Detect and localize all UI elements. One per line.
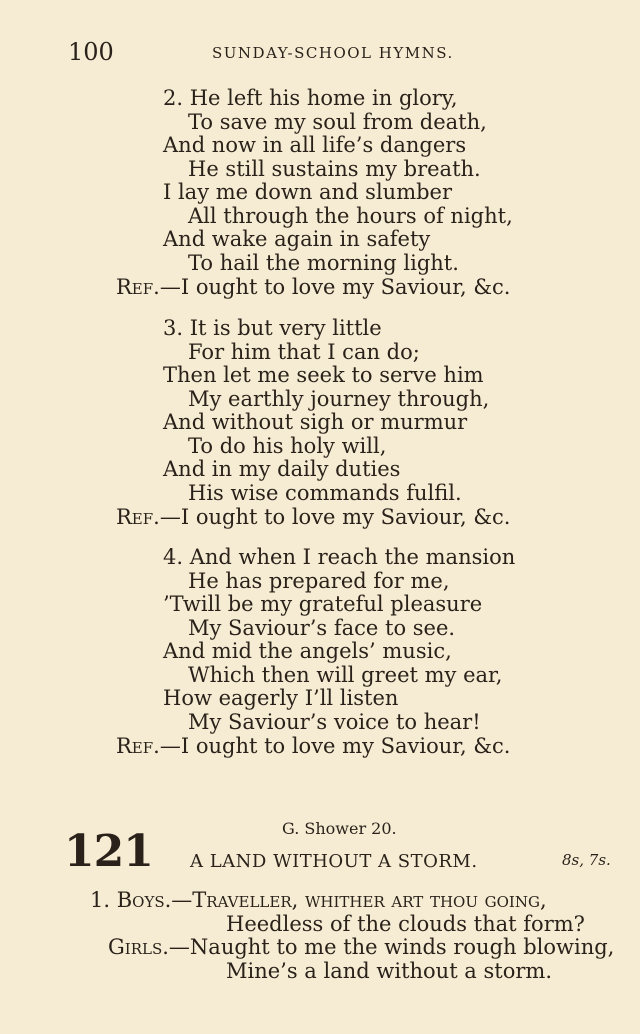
verse-line: And wake again in safety	[163, 227, 431, 251]
verse-text: —Traveller, whither art thou going,	[171, 888, 547, 912]
verse-line: My earthly journey through,	[188, 387, 490, 411]
verse-line	[226, 961, 552, 982]
part-label: Girls.	[108, 935, 169, 959]
part-label: 1. Boys.	[90, 888, 172, 912]
running-title: SUNDAY-SCHOOL HYMNS.	[212, 44, 454, 62]
verse-line: To save my soul from death,	[188, 110, 487, 134]
verse-line	[108, 937, 614, 958]
verse-line	[90, 890, 547, 911]
verse-line: And without sigh or murmur	[163, 410, 468, 434]
refrain-label: Ref.	[116, 275, 160, 299]
verse-line: ’Twill be my grateful pleasure	[163, 592, 483, 616]
page-number: 100	[68, 38, 114, 66]
verse-line: My Saviour’s voice to hear!	[188, 710, 481, 734]
verse-line: Which then will greet my ear,	[188, 663, 503, 687]
verse-line: And mid the angels’ music,	[163, 639, 452, 663]
verse-line: And now in all life’s dangers	[163, 133, 467, 157]
verse-line: 3. It is but very little	[163, 316, 382, 340]
verse-line: He still sustains my breath.	[188, 157, 481, 181]
hymn-title: A LAND WITHOUT A STORM.	[190, 851, 478, 872]
refrain-text: —I ought to love my Saviour, &c.	[159, 734, 511, 758]
refrain-label: Ref.	[116, 734, 160, 758]
refrain-line	[116, 277, 510, 298]
verse-text: Mine’s a land without a storm.	[226, 959, 552, 983]
verse-line: To hail the morning light.	[188, 251, 459, 275]
verse-line: He has prepared for me,	[188, 569, 450, 593]
refrain-text: —I ought to love my Saviour, &c.	[159, 505, 511, 529]
verse-text: Heedless of the clouds that form?	[226, 912, 585, 936]
refrain-label: Ref.	[116, 505, 160, 529]
refrain-text: —I ought to love my Saviour, &c.	[159, 275, 511, 299]
refrain-line	[116, 736, 510, 757]
verse-line: 2. He left his home in glory,	[163, 86, 458, 110]
verse-line: All through the hours of night,	[188, 204, 513, 228]
verse-line	[226, 914, 585, 935]
hymn-number: 121	[64, 826, 153, 877]
verse-line: 4. And when I reach the mansion	[163, 545, 516, 569]
tune-reference: G. Shower 20.	[282, 819, 397, 838]
verse-line: And in my daily duties	[163, 457, 401, 481]
hymn-meter: 8s, 7s.	[562, 851, 611, 869]
verse-line: His wise commands fulfil.	[188, 481, 462, 505]
verse-line: How eagerly I’ll listen	[163, 686, 399, 710]
verse-text: —Naught to me the winds rough blowing,	[168, 935, 615, 959]
verse-line: For him that I can do;	[188, 340, 420, 364]
refrain-line	[116, 507, 510, 528]
verse-line: Then let me seek to serve him	[163, 363, 484, 387]
verse-line: My Saviour’s face to see.	[188, 616, 456, 640]
verse-line: I lay me down and slumber	[163, 180, 453, 204]
verse-line: To do his holy will,	[188, 434, 387, 458]
